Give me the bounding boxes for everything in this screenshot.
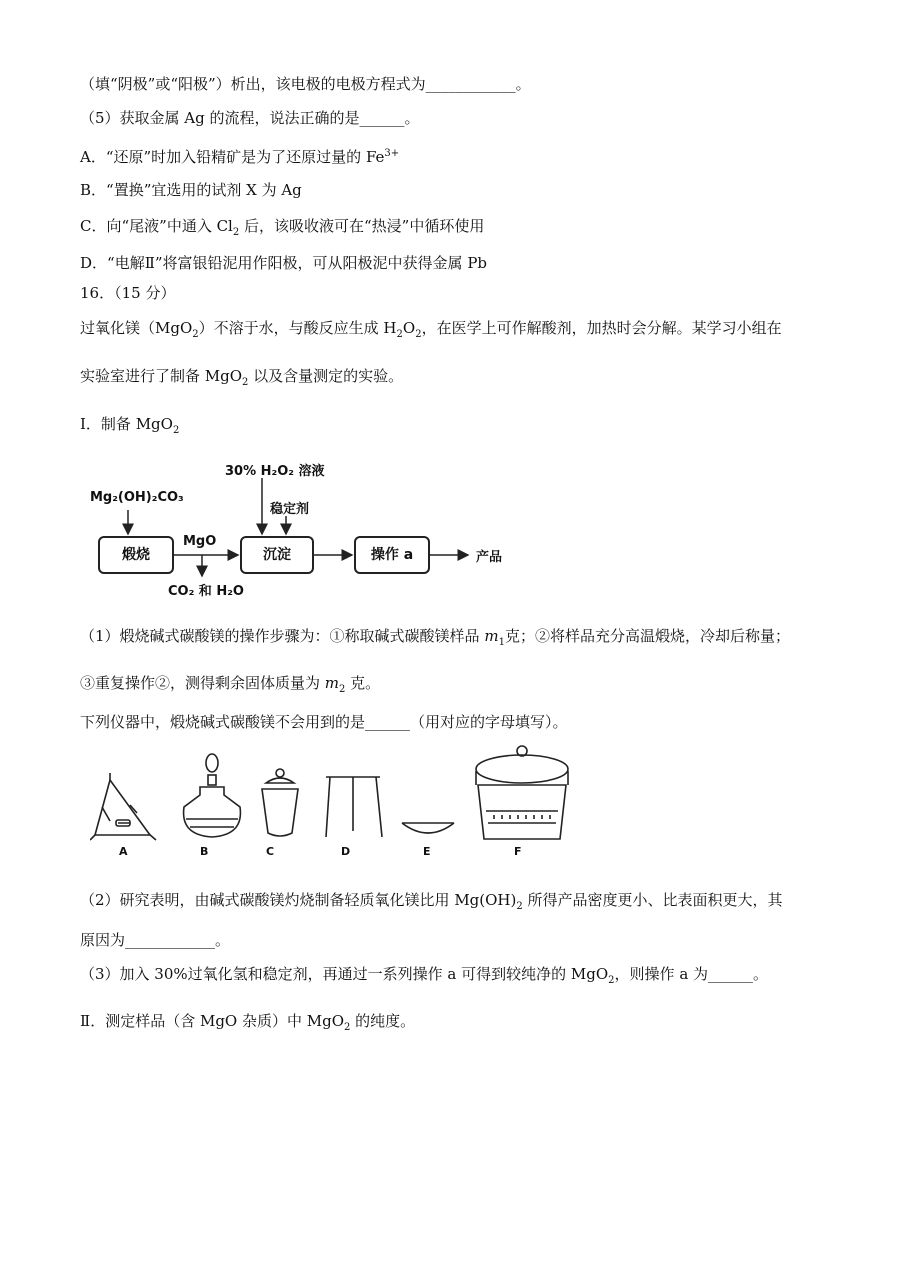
text-line-1: （填“阴极”或“阳极”）析出，该电极的电极方程式为____________。 [80, 75, 531, 93]
tripod-icon [326, 777, 382, 837]
precipitation-box: 沉淀 [240, 536, 314, 574]
feed-label: Mg₂(OH)₂CO₃ [90, 490, 184, 505]
option-b: B．“置换”宜选用的试剂 X 为 Ag [80, 181, 302, 199]
section-2-title [80, 1011, 415, 1038]
alcohol-lamp-icon [184, 754, 241, 837]
stabilizer-label: 稳定剂 [270, 502, 310, 517]
question-5: （5）获取金属 Ag 的流程，说法正确的是______。 [80, 109, 420, 127]
m1-sub: 1 [498, 637, 505, 648]
intro-line-2 [80, 366, 403, 393]
product-label: 产品 [476, 550, 503, 565]
intro1-c: O [402, 319, 416, 337]
sec2-b: 的纯度。 [350, 1012, 416, 1030]
intro-line-1 [80, 318, 782, 345]
section-1-title [80, 414, 179, 441]
option-c-pre: C．向“尾液”中通入 Cl [80, 217, 233, 235]
part-1-line-1 [80, 626, 790, 653]
intro1-sub2: 2 [396, 329, 403, 340]
apparatus-label-f: F [514, 845, 522, 858]
p3-a: （3）加入 30%过氧化氢和稳定剂，再通过一系列操作 a 可得到较纯净的 MgO [80, 965, 609, 983]
section-1-sub: 2 [172, 425, 180, 436]
m2-symbol: m [324, 674, 340, 692]
gas-label: CO₂ 和 H₂O [168, 584, 244, 599]
p1-a: （1）煅烧碱式碳酸镁的操作步骤为：①称取碱式碳酸镁样品 [80, 627, 485, 645]
p2-sub: 2 [516, 901, 523, 912]
p1-d: 克。 [345, 674, 381, 692]
intro1-d: ，在医学上可作解酸剂，加热时会分解。某学习小组在 [421, 319, 782, 337]
p1-c: ③重复操作②，测得剩余固体质量为 [80, 674, 325, 692]
operation-a-box: 操作 a [354, 536, 430, 574]
reagent-label: 30% H₂O₂ 溶液 [225, 464, 325, 479]
p2-b: 所得产品密度更小、比表面积更大，其 [522, 891, 783, 909]
part-3 [80, 964, 768, 991]
intro1-a: 过氧化镁（MgO [80, 319, 193, 337]
clay-triangle-icon [90, 773, 156, 840]
option-c [80, 216, 484, 243]
evaporating-dish-icon [402, 823, 454, 833]
option-a-sup: 3+ [384, 148, 400, 159]
intro2-a: 实验室进行了制备 MgO [80, 367, 243, 385]
sec2-a: Ⅱ．测定样品（含 MgO 杂质）中 MgO [80, 1012, 345, 1030]
part-1-line-2 [80, 673, 380, 700]
apparatus-label-c: C [266, 845, 275, 858]
flow-arrows [90, 458, 530, 598]
preparation-flow-diagram [90, 458, 530, 598]
section-1-text: Ⅰ．制备 MgO [80, 415, 173, 433]
apparatus-label-d: D [341, 845, 351, 858]
apparatus-drawings [90, 745, 570, 845]
intro2-b: 以及含量测定的实验。 [248, 367, 404, 385]
apparatus-figure [90, 745, 570, 865]
option-c-post: 后，该吸收液可在“热浸”中循环使用 [239, 217, 485, 235]
crucible-icon [262, 769, 298, 836]
question-16-header: 16．（15 分） [80, 284, 176, 302]
option-a [80, 144, 399, 167]
option-c-sub: 2 [232, 227, 240, 238]
intro1-sub1: 2 [192, 329, 199, 340]
mgo-label: MgO [183, 534, 217, 549]
muffle-furnace-icon [476, 746, 568, 839]
intro1-b: ）不溶于水，与酸反应生成 H [198, 319, 397, 337]
p1-b: 克；②将样品充分高温煅烧，冷却后称量； [504, 627, 790, 645]
intro1-sub3: 2 [415, 329, 422, 340]
sec2-sub: 2 [344, 1022, 351, 1033]
m2-sub: 2 [339, 684, 346, 695]
option-d: D．“电解Ⅱ”将富银铅泥用作阳极，可从阳极泥中获得金属 Pb [80, 254, 488, 272]
m1-symbol: m [484, 627, 499, 645]
calcine-box: 煅烧 [98, 536, 174, 574]
p3-sub: 2 [608, 975, 615, 986]
apparatus-label-b: B [200, 845, 209, 858]
apparatus-label-a: A [119, 845, 128, 858]
p2-a: （2）研究表明，由碱式碳酸镁灼烧制备轻质氧化镁比用 Mg(OH) [80, 891, 517, 909]
part-1-question: 下列仪器中，煅烧碱式碳酸镁不会用到的是______（用对应的字母填写）。 [80, 713, 568, 731]
part-2-line-2: 原因为____________。 [80, 931, 231, 949]
p3-b: ，则操作 a 为______。 [614, 965, 769, 983]
option-a-text: A．“还原”时加入铅精矿是为了还原过量的 Fe [80, 148, 385, 166]
part-2-line-1 [80, 890, 783, 917]
apparatus-label-e: E [423, 845, 431, 858]
intro2-sub: 2 [242, 377, 249, 388]
